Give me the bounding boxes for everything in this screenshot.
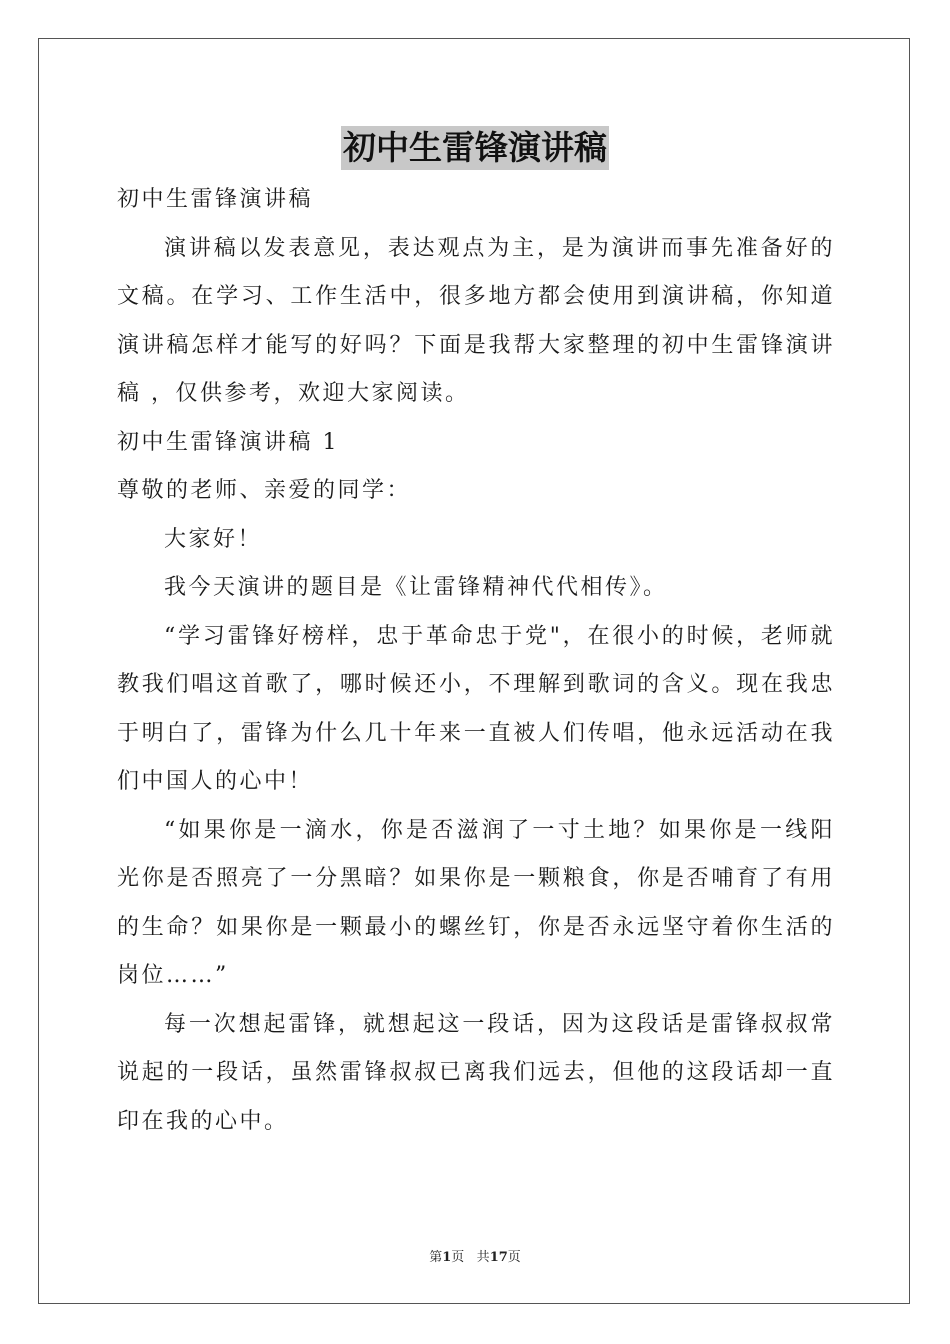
document-title: 初中生雷锋演讲稿 — [341, 126, 609, 170]
paragraph: “如果你是一滴水，你是否滋润了一寸土地？如果你是一线阳光你是否照亮了一分黑暗？如果你是一颗粮食，你是否哺育了有用的生命？如果你是一颗最小的螺丝钉，你是否永远坚守着你生活的岗位……” — [117, 817, 835, 988]
section-heading: 初中生雷锋演讲稿 1 — [117, 429, 339, 455]
paragraph: 每一次想起雷锋，就想起这一段话，因为这段话是雷锋叔叔常说起的一段话，虽然雷锋叔叔已离我们远去，但他的这段话却一直印在我的心中。 — [117, 1011, 835, 1134]
paragraph: 初中生雷锋演讲稿 — [117, 187, 314, 212]
page-suffix: 页 — [451, 1250, 465, 1265]
page-footer — [0, 1246, 950, 1265]
paragraph: “学习雷锋好榜样，忠于革命忠于党"，在很小的时候，老师就教我们唱这首歌了，哪时候还小，不理解到歌词的含义。现在我忠于明白了，雷锋为什么几十年来一直被人们传唱，他永远活动在我们中国人的心中！ — [117, 623, 835, 794]
page-prefix: 第 — [429, 1250, 443, 1265]
title-container — [0, 126, 950, 170]
page-number: 1 — [442, 1250, 452, 1265]
total-prefix: 共 — [476, 1250, 490, 1265]
paragraph: 演讲稿以发表意见，表达观点为主，是为演讲而事先准备好的文稿。在学习、工作生活中，很多地方都会使用到演讲稿，你知道演讲稿怎样才能写的好吗？下面是我帮大家整理的初中生雷锋演讲稿 ，仅供参考，欢迎大家阅读。 — [117, 235, 835, 406]
total-pages: 17 — [489, 1250, 508, 1265]
paragraph: 大家好！ — [164, 526, 263, 552]
document-body — [117, 176, 835, 1146]
paragraph: 我今天演讲的题目是《让雷锋精神代代相传》。 — [164, 575, 668, 600]
total-suffix: 页 — [507, 1250, 521, 1265]
salutation: 尊敬的老师、亲爱的同学： — [117, 478, 412, 503]
